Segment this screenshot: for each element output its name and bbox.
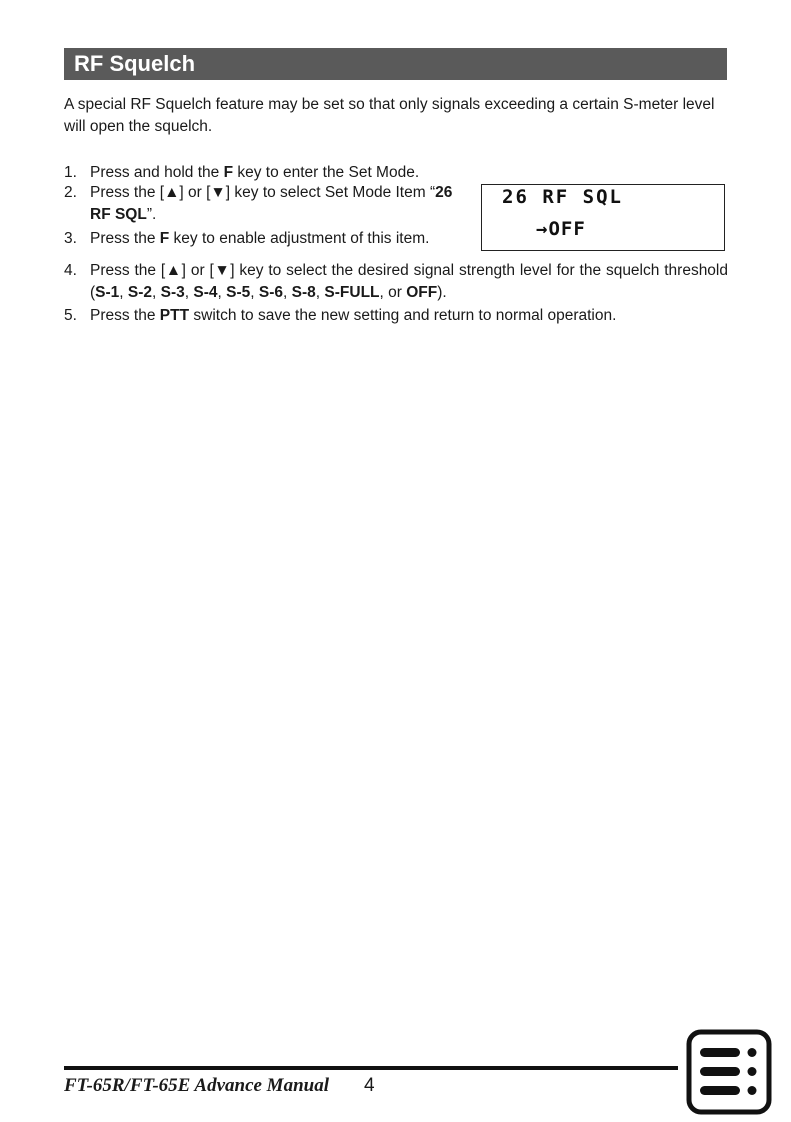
step-1 (64, 162, 484, 184)
step-number: 5. (64, 307, 77, 324)
step-5 (64, 305, 728, 327)
page-number: 4 (364, 1075, 375, 1096)
step-text: Press the [▲] or [▼] key to select Set Mode Item “26 RF SQL”. (90, 184, 453, 223)
step-number: 3. (64, 230, 77, 247)
step-2 (64, 182, 484, 226)
step-4 (64, 260, 728, 304)
menu-list-icon[interactable] (686, 1029, 772, 1115)
section-title: RF Squelch (64, 48, 727, 80)
footer-rule (64, 1066, 678, 1070)
step-number: 2. (64, 184, 77, 201)
footer-manual-title: FT-65R/FT-65E Advance Manual (64, 1075, 329, 1096)
lcd-line-1: 26 RF SQL (502, 186, 623, 208)
step-number: 1. (64, 164, 77, 181)
step-text: Press the F key to enable adjustment of this item. (90, 230, 430, 247)
intro-paragraph: A special RF Squelch feature may be set so that only signals exceeding a certain S-meter level will open the squelch. (64, 96, 715, 135)
step-3 (64, 228, 484, 250)
lcd-display (481, 184, 725, 251)
step-text: Press and hold the F key to enter the Set Mode. (90, 164, 420, 181)
step-text: Press the PTT switch to save the new setting and return to normal operation. (90, 307, 617, 324)
step-number: 4. (64, 262, 77, 279)
step-text: Press the [▲] or [▼] key to select the desired signal strength level for the squelch threshold (S-1, S-2, S-3, S-4, S-5, S-6, S-8, S-FULL, or OFF). (90, 262, 728, 301)
lcd-line-2: →OFF (536, 218, 586, 240)
